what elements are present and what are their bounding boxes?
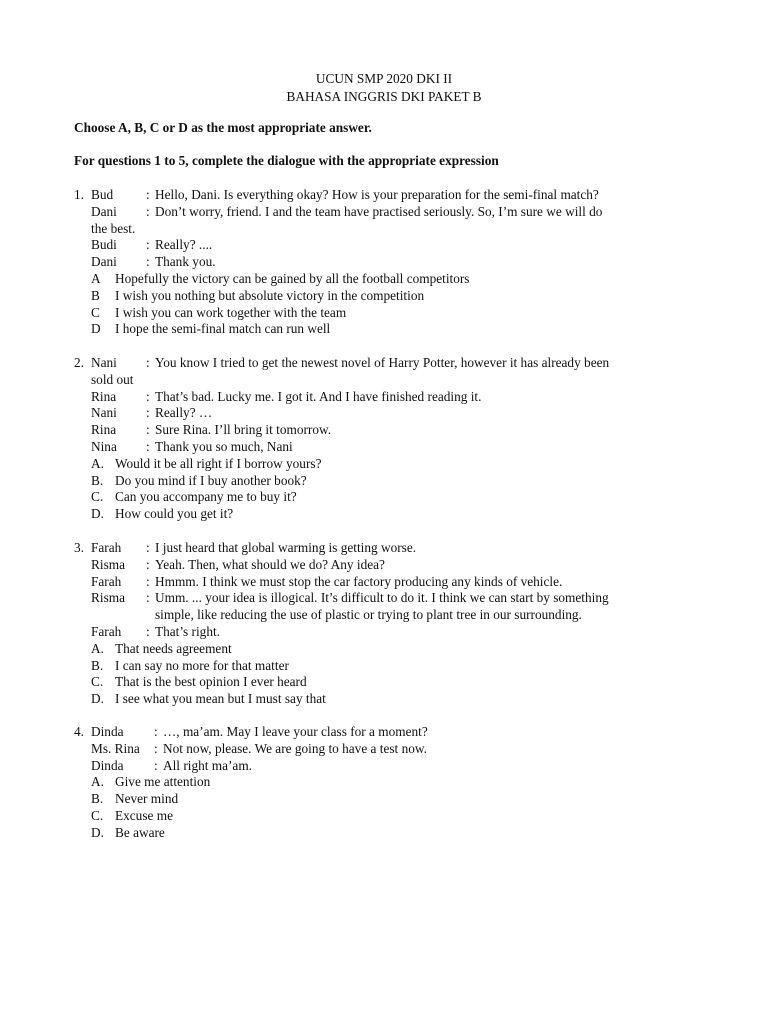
option-text: Give me attention [115,774,211,790]
option-letter: B. [91,791,104,807]
colon: : [154,757,158,773]
option-text: How could you get it? [115,506,234,522]
dialogue-text: Thank you. [155,254,216,270]
question-3 [74,540,694,708]
answer-option-d[interactable] [74,825,694,842]
answer-option-c[interactable] [74,808,694,825]
speaker-name: Dinda [91,757,124,773]
option-letter: A. [91,455,104,471]
dialogue-text: That’s right. [155,623,220,639]
answer-option-c[interactable] [74,674,694,691]
colon: : [146,237,150,253]
option-letter: A [91,270,101,286]
option-letter: C. [91,489,104,505]
answer-option-d[interactable] [74,321,694,338]
dialogue-text: Don’t worry, friend. I and the team have practised seriously. So, I’m sure we will do [155,203,603,219]
option-text: I wish you nothing but absolute victory in the competition [115,287,425,303]
dialogue-text: I just heard that global warming is getting worse. [155,540,417,555]
question-number: 4. [74,724,84,739]
answer-option-b[interactable] [74,473,694,490]
dialogue-continuation: the best. [91,220,136,236]
option-letter: D. [91,506,104,522]
option-letter: B. [91,472,104,488]
speaker-name: Farah [91,573,122,589]
answer-option-a[interactable] [74,641,694,658]
colon: : [146,422,150,438]
option-letter: D [91,321,101,337]
general-instruction: Choose A, B, C or D as the most appropriate answer. [74,120,372,135]
answer-option-c[interactable] [74,489,694,506]
colon: : [146,254,150,270]
question-number: 2. [74,355,84,370]
speaker-name: Dinda [91,724,124,739]
question-2 [74,355,694,523]
option-letter: B [91,287,100,303]
colon: : [146,438,150,454]
answer-option-b[interactable] [74,288,694,305]
question-number: 1. [74,187,84,202]
speaker-name: Nina [91,438,117,454]
speaker-name: Farah [91,623,122,639]
option-letter: C [91,304,100,320]
option-text: I hope the semi-final match can run well [115,321,331,337]
answer-option-c[interactable] [74,305,694,322]
dialogue-text: Really? … [155,405,213,421]
option-letter: B. [91,657,104,673]
answer-option-a[interactable] [74,271,694,288]
dialogue-text: Thank you so much, Nani [155,438,293,454]
speaker-name: Risma [91,590,125,606]
dialogue-continuation: simple, like reducing the use of plastic or trying to plant tree in our surrounding. [155,607,582,623]
speaker-name: Nani [91,405,117,421]
colon: : [146,187,150,202]
dialogue-text: All right ma’am. [163,757,252,773]
speaker-name: Dani [91,203,117,219]
document-header [0,70,768,106]
option-text: Be aware [115,824,165,840]
option-letter: C. [91,807,104,823]
colon: : [146,405,150,421]
option-text: I see what you mean but I must say that [115,691,326,707]
colon: : [146,203,150,219]
speaker-name: Farah [91,540,122,555]
speaker-name: Nani [91,355,117,370]
question-number: 3. [74,540,84,555]
colon: : [146,590,150,606]
option-letter: D. [91,824,104,840]
answer-option-a[interactable] [74,456,694,473]
dialogue-text: You know I tried to get the newest novel of Harry Potter, however it has already been [155,355,610,370]
speaker-name: Bud [91,187,114,202]
dialogue-text: Not now, please. We are going to have a test now. [163,740,427,756]
option-text: Would it be all right if I borrow yours? [115,455,322,471]
answer-option-b[interactable] [74,791,694,808]
exam-title: UCUN SMP 2020 DKI II [315,71,453,86]
option-text: That is the best opinion I ever heard [115,674,307,690]
answer-option-d[interactable] [74,691,694,708]
dialogue-text: Yeah. Then, what should we do? Any idea? [155,556,385,572]
answer-option-a[interactable] [74,774,694,791]
colon: : [146,355,150,370]
dialogue-text: Hmmm. I think we must stop the car factory producing any kinds of vehicle. [155,573,563,589]
colon: : [146,573,150,589]
speaker-name: Dani [91,254,117,270]
option-text: Never mind [115,791,179,807]
colon: : [146,540,150,555]
colon: : [154,740,158,756]
option-text: I wish you can work together with the team [115,304,347,320]
option-letter: A. [91,774,104,790]
speaker-name: Rina [91,422,117,438]
colon: : [154,724,158,739]
option-text: Do you mind if I buy another book? [115,472,307,488]
answer-option-b[interactable] [74,658,694,675]
question-1 [74,187,694,338]
option-text: Hopefully the victory can be gained by all the football competitors [115,270,470,286]
dialogue-text: That’s bad. Lucky me. I got it. And I have finished reading it. [155,388,482,404]
speaker-name: Budi [91,237,117,253]
option-text: I can say no more for that matter [115,657,289,673]
option-letter: C. [91,674,104,690]
dialogue-text: Sure Rina. I’ll bring it tomorrow. [155,422,332,438]
option-letter: D. [91,691,104,707]
dialogue-text: Hello, Dani. Is everything okay? How is your preparation for the semi-final match? [155,187,599,202]
section-instruction: For questions 1 to 5, complete the dialogue with the appropriate expression [74,153,499,168]
dialogue-text: Umm. ... your idea is illogical. It’s difficult to do it. I think we can start by something [155,590,609,606]
speaker-name: Ms. Rina [91,740,140,756]
speaker-name: Risma [91,556,125,572]
colon: : [146,388,150,404]
option-text: Excuse me [115,807,173,823]
colon: : [146,556,150,572]
answer-option-d[interactable] [74,506,694,523]
dialogue-text: Really? .... [155,237,213,253]
option-letter: A. [91,640,104,656]
speaker-name: Rina [91,388,117,404]
option-text: That needs agreement [115,640,232,656]
option-text: Can you accompany me to buy it? [115,489,297,505]
question-4 [74,724,694,842]
dialogue-text: …, ma’am. May I leave your class for a moment? [163,724,428,739]
exam-subtitle: BAHASA INGGRIS DKI PAKET B [286,89,482,104]
dialogue-continuation: sold out [91,371,134,387]
colon: : [146,623,150,639]
